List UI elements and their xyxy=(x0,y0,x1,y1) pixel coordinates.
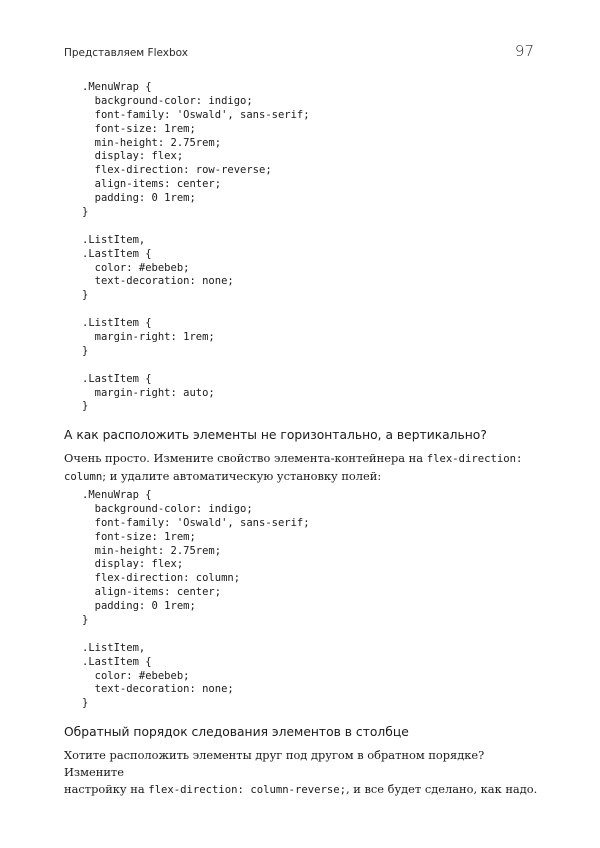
code-line: font-size: 1rem; xyxy=(82,122,196,135)
code-block-menuwrap-row-reverse xyxy=(82,81,310,414)
paragraph-vertical-instructions xyxy=(64,450,544,486)
code-line: align-items: center; xyxy=(82,586,222,599)
code-line: } xyxy=(82,614,89,627)
code-line: flex-direction: column; xyxy=(82,572,241,585)
code-line xyxy=(82,220,310,234)
code-line: } xyxy=(82,206,89,219)
code-line: } xyxy=(82,400,89,413)
code-line xyxy=(82,359,310,373)
code-line: display: flex; xyxy=(82,558,184,571)
paragraph-text: ; и удалите автоматическую установку полей: xyxy=(102,469,382,483)
code-line: background-color: indigo; xyxy=(82,502,253,515)
code-line: background-color: indigo; xyxy=(82,94,253,107)
code-line: min-height: 2.75rem; xyxy=(82,136,222,149)
code-line: .LastItem { xyxy=(82,655,152,668)
code-line: } xyxy=(82,289,89,302)
code-line: } xyxy=(82,697,89,710)
inline-code: flex-direction: column-reverse; xyxy=(148,784,346,796)
inline-code: flex-direction: xyxy=(426,453,523,465)
code-line: color: #ebebeb; xyxy=(82,669,190,682)
code-line: align-items: center; xyxy=(82,178,222,191)
paragraph-text: настройку на xyxy=(64,782,149,796)
code-line: font-size: 1rem; xyxy=(82,530,196,543)
code-line: margin-right: auto; xyxy=(82,386,215,399)
code-line: text-decoration: none; xyxy=(82,683,234,696)
code-block-menuwrap-column xyxy=(82,489,310,711)
code-line: color: #ebebeb; xyxy=(82,261,190,274)
code-line: .ListItem, xyxy=(82,641,146,654)
code-line: .ListItem { xyxy=(82,317,152,330)
code-line: .MenuWrap { xyxy=(82,81,152,93)
paragraph-reverse-instructions xyxy=(64,747,544,799)
code-line: flex-direction: row-reverse; xyxy=(82,164,272,177)
code-line xyxy=(82,628,310,642)
code-line: } xyxy=(82,344,89,357)
section-heading-reverse-column: Обратный порядок следования элементов в столбце xyxy=(64,725,409,739)
code-line xyxy=(82,303,310,317)
code-line: padding: 0 1rem; xyxy=(82,600,196,613)
code-line: .LastItem { xyxy=(82,372,152,385)
paragraph-text: , и все будет сделано, как надо. xyxy=(345,782,538,796)
code-line: .LastItem { xyxy=(82,247,152,260)
running-header-title: Представляем Flexbox xyxy=(64,47,188,59)
code-line: margin-right: 1rem; xyxy=(82,331,215,344)
code-line: .MenuWrap { xyxy=(82,489,152,501)
code-line: display: flex; xyxy=(82,150,184,163)
code-line: font-family: 'Oswald', sans-serif; xyxy=(82,516,310,529)
inline-code: column xyxy=(64,471,103,483)
section-heading-vertical: А как расположить элементы не горизонтально, а вертикально? xyxy=(64,428,487,442)
page-number: 97 xyxy=(514,42,534,60)
code-line: text-decoration: none; xyxy=(82,275,234,288)
code-line: .ListItem, xyxy=(82,233,146,246)
paragraph-text: Очень просто. Измените свойство элемента-контейнера на xyxy=(64,451,427,465)
code-line: padding: 0 1rem; xyxy=(82,192,196,205)
paragraph-text: Хотите расположить элементы друг под другом в обратном порядке? Измените xyxy=(64,748,485,779)
code-line: font-family: 'Oswald', sans-serif; xyxy=(82,108,310,121)
code-line: min-height: 2.75rem; xyxy=(82,544,222,557)
